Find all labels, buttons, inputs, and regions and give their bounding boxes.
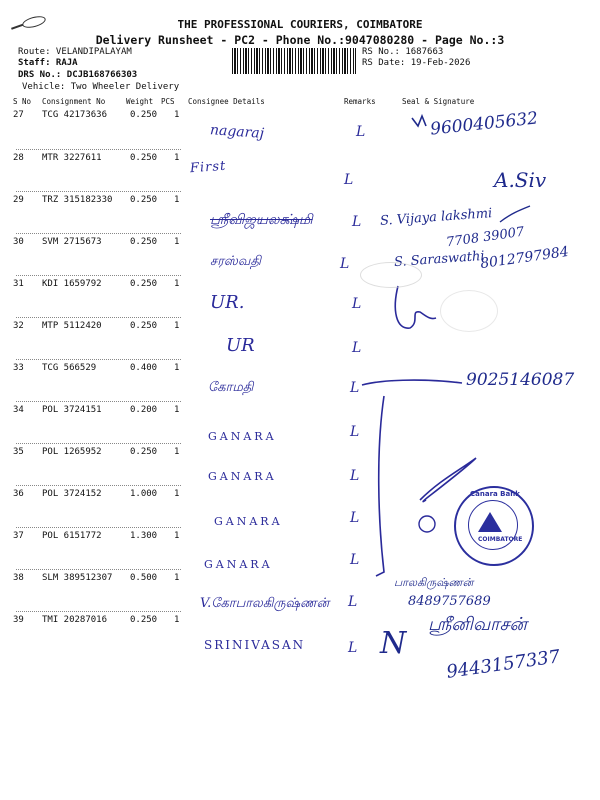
row-sno: 28 <box>13 153 24 163</box>
row-sno: 35 <box>13 447 24 457</box>
row-consignment: TMI 20287016 <box>42 615 108 625</box>
row-pcs: 1 <box>174 279 180 289</box>
rs-date: RS Date: 19-Feb-2026 <box>362 58 471 68</box>
handwritten-consignee-34: GANARA <box>208 430 277 443</box>
handwritten-consignee-30: சரஸ்வதி <box>210 254 261 269</box>
signature-scribble-27 <box>412 116 426 126</box>
row-consignment: SVM 2715673 <box>42 237 102 247</box>
handwritten-consignee-31: UR. <box>210 292 245 313</box>
remark-mark: L <box>350 380 360 396</box>
signature-phone-30: 8012797984 <box>479 243 570 273</box>
drs-label: DRS No.: <box>18 70 62 80</box>
row-sno: 27 <box>13 110 24 120</box>
row-pcs: 1 <box>174 489 180 499</box>
handwritten-consignee-27: nagaraj <box>209 122 265 142</box>
drs-value: DCJB168766303 <box>66 70 138 80</box>
row-weight: 0.400 <box>130 363 158 373</box>
row-consignment: POL 3724152 <box>42 489 102 499</box>
signature-38: பாலகிருஷ்ணன் <box>394 576 474 589</box>
row-weight: 0.250 <box>130 195 158 205</box>
signature-phone-38: 8489757689 <box>408 594 491 609</box>
seal-bank-name: Canara Bank <box>470 490 520 498</box>
row-pcs: 1 <box>174 615 180 625</box>
row-consignment: TRZ 315182330 <box>42 195 113 205</box>
row-pcs: 1 <box>174 531 180 541</box>
staff-label: Staff: RAJA <box>18 58 78 68</box>
row-weight: 0.250 <box>130 153 158 163</box>
strike-through-33 <box>362 380 462 385</box>
handwritten-consignee-39: SRINIVASAN <box>204 638 306 652</box>
row-consignment: KDI 1659792 <box>42 279 102 289</box>
remark-mark: L <box>352 296 362 312</box>
rs-number: RS No.: 1687663 <box>362 47 444 57</box>
signature-39: ஸ்ரீனிவாசன் <box>428 614 527 635</box>
row-pcs: 1 <box>174 405 180 415</box>
row-sno: 36 <box>13 489 24 499</box>
signature-phone-27: 9600405632 <box>429 108 539 140</box>
remark-mark: L <box>348 640 358 656</box>
remark-mark: L <box>344 172 354 188</box>
handwritten-consignee-29: ஸ்ரீவிஜயலக்ஷ்மி <box>210 212 313 228</box>
col-seal-signature: Seal & Signature <box>402 97 475 106</box>
row-weight: 0.250 <box>130 237 158 247</box>
signature-29: S. Vijaya lakshmi <box>379 206 493 229</box>
remark-mark: L <box>348 594 358 610</box>
signature-scribble-31 <box>395 286 436 328</box>
remark-mark: L <box>350 510 360 526</box>
handwritten-consignee-28: First <box>189 158 227 177</box>
row-sno: 29 <box>13 195 24 205</box>
row-weight: 0.200 <box>130 405 158 415</box>
company-title: THE PROFESSIONAL COURIERS, COIMBATORE <box>177 18 423 31</box>
row-pcs: 1 <box>174 153 180 163</box>
faint-stamp <box>360 262 422 288</box>
bracket-34-37 <box>376 396 384 576</box>
row-weight: 0.500 <box>130 573 158 583</box>
row-consignment: MTP 5112420 <box>42 321 102 331</box>
row-sno: 34 <box>13 405 24 415</box>
col-consignee: Consignee Details <box>188 97 265 106</box>
row-consignment: POL 6151772 <box>42 531 102 541</box>
row-sno: 32 <box>13 321 24 331</box>
row-consignment: MTR 3227611 <box>42 153 102 163</box>
handwritten-consignee-37: GANARA <box>204 558 273 571</box>
row-pcs: 1 <box>174 321 180 331</box>
row-weight: 0.250 <box>130 110 158 120</box>
row-weight: 0.250 <box>130 321 158 331</box>
signature-30: S. Saraswathi <box>393 248 486 271</box>
row-sno: 38 <box>13 573 24 583</box>
row-consignment: POL 3724151 <box>42 405 102 415</box>
row-consignment: TCG 566529 <box>42 363 97 373</box>
row-pcs: 1 <box>174 573 180 583</box>
remark-mark: L <box>350 424 360 440</box>
runsheet-subtitle: Delivery Runsheet - PC2 - Phone No.:9047080280 - Page No.:3 <box>95 33 505 47</box>
col-sno: S No <box>13 97 32 106</box>
seal-branch: COIMBATORE <box>478 536 523 543</box>
row-sno: 31 <box>13 279 24 289</box>
handwritten-consignee-38: V.கோபாலகிருஷ்ணன் <box>200 596 330 611</box>
row-consignment: TCG 42173636 <box>42 110 108 120</box>
remark-mark: L <box>352 340 362 356</box>
signature-tick-29 <box>500 206 530 222</box>
col-pcs: PCS <box>161 97 175 106</box>
row-weight: 0.250 <box>130 615 158 625</box>
remark-mark: L <box>356 124 366 140</box>
col-consignment: Consignment No <box>42 97 106 106</box>
row-weight: 0.250 <box>130 447 158 457</box>
handwritten-consignee-36: GANARA <box>214 515 283 528</box>
row-pcs: 1 <box>174 363 180 373</box>
row-sno: 33 <box>13 363 24 373</box>
remark-mark: L <box>352 214 362 230</box>
faint-stamp <box>440 290 498 332</box>
canara-bank-logo-icon <box>478 512 502 532</box>
remark-mark: L <box>340 256 350 272</box>
signature-phone-39: 9443157337 <box>445 646 562 683</box>
remark-mark: L <box>350 468 360 484</box>
route-label: Route: VELANDIPALAYAM <box>18 47 132 57</box>
row-weight: 0.250 <box>130 279 158 289</box>
col-remarks: Remarks <box>344 97 376 106</box>
row-pcs: 1 <box>174 195 180 205</box>
signature-28: A.Siv <box>494 168 547 192</box>
row-sno: 39 <box>13 615 24 625</box>
row-weight: 1.000 <box>130 489 158 499</box>
row-sno: 30 <box>13 237 24 247</box>
handwritten-consignee-33: கோமதி <box>208 380 254 395</box>
col-weight: Weight <box>126 97 154 106</box>
signature-phone-29: 7708 39007 <box>445 224 526 251</box>
remark-mark: L <box>350 552 360 568</box>
signature-phone-33: 9025146087 <box>466 370 575 390</box>
row-consignment: SLM 389512307 <box>42 573 113 583</box>
row-consignment: POL 1265952 <box>42 447 102 457</box>
signature-circle-36 <box>419 516 435 532</box>
handwritten-consignee-35: GANARA <box>208 470 277 483</box>
row-pcs: 1 <box>174 110 180 120</box>
row-pcs: 1 <box>174 237 180 247</box>
handwritten-consignee-32: UR <box>226 335 255 356</box>
row-pcs: 1 <box>174 447 180 457</box>
row-sno: 37 <box>13 531 24 541</box>
row-weight: 1.300 <box>130 531 158 541</box>
signature-39-initial: N <box>380 626 407 661</box>
vehicle-label: Vehicle: Two Wheeler Delivery <box>22 82 180 92</box>
